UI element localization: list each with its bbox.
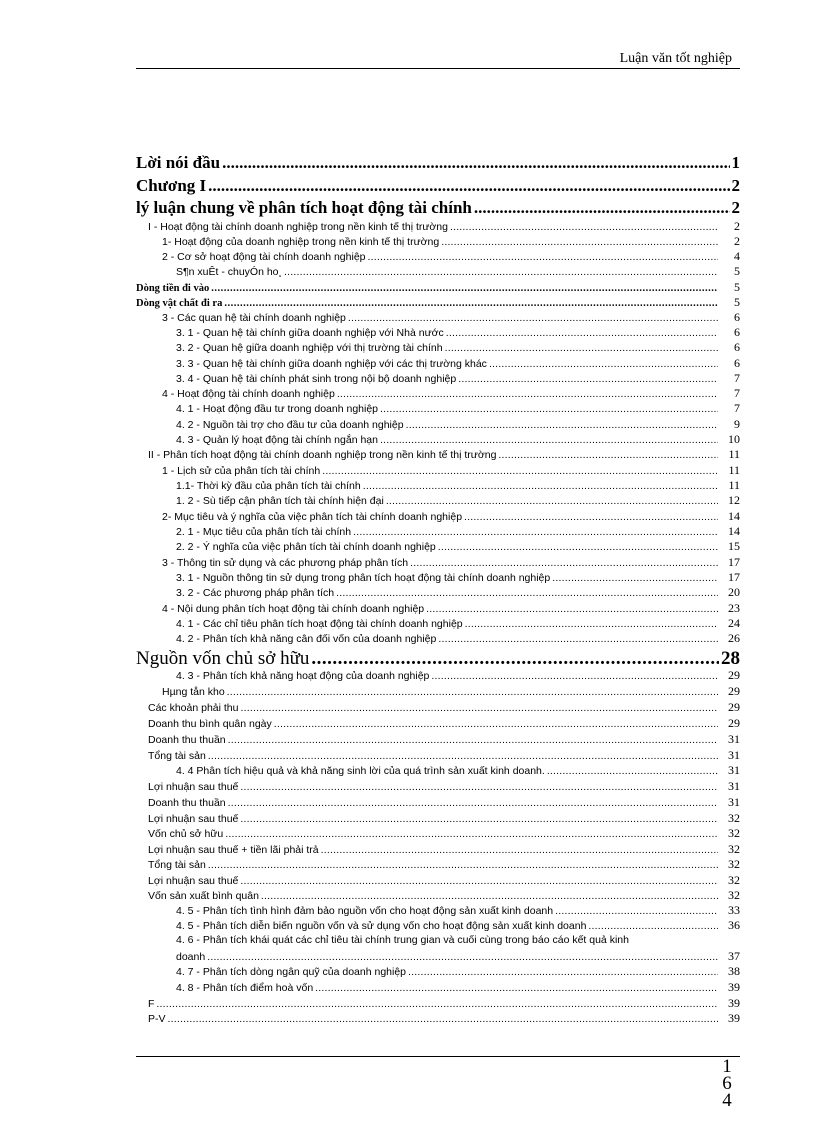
toc-entry[interactable]: 2. 1 - Mục tiêu của phân tích tài chính ..... 14 bbox=[136, 524, 740, 539]
toc-entry[interactable]: 3. 3 - Quan hệ tài chính giữa doanh nghiệp với các thị trường khác ..... 6 bbox=[136, 356, 740, 371]
toc-entry[interactable]: 4. 7 - Phân tích dòng ngân quỹ của doanh nghiệp ..... 38 bbox=[136, 964, 740, 979]
toc-entry[interactable]: Lợi nhuận sau thuế ..... 31 bbox=[136, 779, 740, 794]
toc-entry[interactable]: Dòng vật chất đi ra ..... 5 bbox=[136, 295, 740, 310]
toc-entry[interactable]: Doanh thu bình quân ngày ..... 29 bbox=[136, 716, 740, 731]
toc-entry[interactable]: 4. 5 - Phân tích diễn biến nguồn vốn và sử dụng vốn cho hoạt động sản xuất kinh doanh ..... 36 bbox=[136, 918, 740, 933]
table-of-contents bbox=[136, 0, 740, 1123]
toc-entry[interactable]: 3 - Các quan hệ tài chính doanh nghiệp ..... 6 bbox=[136, 310, 740, 325]
toc-entry[interactable]: 4. 4 Phân tích hiệu quả và khả năng sinh lời của quá trình sản xuất kinh doanh. ..... 31 bbox=[136, 763, 740, 778]
toc-entry[interactable]: Vốn sản xuất bình quân ..... 32 bbox=[136, 888, 740, 903]
toc-entry[interactable]: Hµng tån kho ..... 29 bbox=[136, 684, 740, 699]
toc-entry[interactable]: 4. 2 - Nguồn tài trợ cho đầu tư của doanh nghiệp ..... 9 bbox=[136, 417, 740, 432]
toc-entry[interactable]: Chương I ..... 2 bbox=[136, 176, 740, 196]
toc-entry[interactable]: Lợi nhuận sau thuế ..... 32 bbox=[136, 811, 740, 826]
toc-entry[interactable]: 3. 1 - Quan hệ tài chính giữa doanh nghiệp với Nhà nước ..... 6 bbox=[136, 325, 740, 340]
footer-rule bbox=[136, 1056, 740, 1057]
toc-entry[interactable]: I - Hoạt động tài chính doanh nghiệp trong nền kinh tế thị trường ..... 2 bbox=[136, 219, 740, 234]
toc-entry[interactable]: 4. 5 - Phân tích tình hình đảm bảo nguồn vốn cho hoạt động sản xuất kinh doanh ..... 33 bbox=[136, 903, 740, 918]
toc-entry[interactable]: Doanh thu thuần ..... 31 bbox=[136, 732, 740, 747]
toc-entry[interactable]: 3. 2 - Các phương pháp phân tích ..... 20 bbox=[136, 585, 740, 600]
toc-entry[interactable]: Lời nói đầu ..... 1 bbox=[136, 153, 740, 173]
toc-entry[interactable]: Nguồn vốn chủ sở hữu ..... 28 bbox=[136, 648, 740, 670]
toc-entry[interactable]: Tổng tài sản ..... 31 bbox=[136, 748, 740, 763]
toc-entry[interactable]: 2 - Cơ sở hoạt động tài chính doanh nghiệp ..... 4 bbox=[136, 249, 740, 264]
toc-entry[interactable]: Các khoản phải thu ..... 29 bbox=[136, 700, 740, 715]
toc-entry[interactable]: Doanh thu thuần ..... 31 bbox=[136, 795, 740, 810]
running-header: Luận văn tốt nghiệp bbox=[619, 51, 732, 66]
toc-entry[interactable]: 2- Mục tiêu và ý nghĩa của việc phân tích tài chính doanh nghiệp ..... 14 bbox=[136, 509, 740, 524]
toc-entry[interactable]: F ..... 39 bbox=[136, 996, 740, 1011]
toc-entry[interactable]: 4. 1 - Các chỉ tiêu phân tích hoạt động tài chính doanh nghiệp ..... 24 bbox=[136, 616, 740, 631]
toc-entry[interactable]: 3. 2 - Quan hệ giữa doanh nghiệp với thị trường tài chính ..... 6 bbox=[136, 340, 740, 355]
page-number-digit: 6 bbox=[722, 1073, 732, 1094]
toc-entry[interactable]: 4 - Nội dung phân tích hoạt động tài chính doanh nghiệp ..... 23 bbox=[136, 601, 740, 616]
toc-entry[interactable]: S¶n xuÊt - chuyÓn ho¸ ..... 5 bbox=[136, 264, 740, 279]
toc-entry[interactable]: 2. 2 - Ý nghĩa của việc phân tích tài chính doanh nghiệp ..... 15 bbox=[136, 539, 740, 554]
toc-entry[interactable]: 3. 1 - Nguồn thông tin sử dụng trong phân tích hoạt động tài chính doanh nghiệp ..... 17 bbox=[136, 570, 740, 585]
toc-entry[interactable]: Dòng tiền đi vào ..... 5 bbox=[136, 280, 740, 295]
toc-entry[interactable]: 4. 3 - Quản lý hoạt động tài chính ngắn hạn ..... 10 bbox=[136, 432, 740, 447]
toc-entry[interactable]: lý luận chung về phân tích hoạt động tài chính ..... 2 bbox=[136, 198, 740, 218]
toc-entry[interactable]: II - Phân tích hoạt động tài chính doanh nghiệp trong nền kinh tế thị trường ..... 11 bbox=[136, 447, 740, 462]
toc-entry[interactable]: Lợi nhuận sau thuế ..... 32 bbox=[136, 873, 740, 888]
toc-entry[interactable]: 1 - Lịch sử của phân tích tài chính ..... 11 bbox=[136, 463, 740, 478]
toc-entry[interactable]: 4. 3 - Phân tích khả năng hoạt động của doanh nghiệp ..... 29 bbox=[136, 668, 740, 683]
page-number bbox=[713, 1058, 741, 1109]
toc-entry[interactable]: 3 - Thông tin sử dụng và các phương pháp phân tích ..... 17 bbox=[136, 555, 740, 570]
toc-entry[interactable]: 4. 6 - Phân tích khái quát các chỉ tiêu tài chính trung gian và cuối cùng trong báo cáo kết quả kinh bbox=[176, 934, 629, 946]
toc-entry[interactable]: Vốn chủ sở hữu ..... 32 bbox=[136, 826, 740, 841]
toc-entry[interactable]: P-V ..... 39 bbox=[136, 1011, 740, 1026]
toc-entry[interactable]: doanh ..... 37 bbox=[136, 949, 740, 964]
toc-entry[interactable]: 4. 1 - Hoạt động đầu tư trong doanh nghiệp ..... 7 bbox=[136, 401, 740, 416]
toc-entry[interactable]: 4. 2 - Phân tích khả năng cân đối vốn của doanh nghiệp ..... 26 bbox=[136, 631, 740, 646]
toc-entry[interactable]: Tổng tài sản ..... 32 bbox=[136, 857, 740, 872]
toc-entry[interactable]: 1. 2 - Sù tiếp cận phân tích tài chính hiện đại ..... 12 bbox=[136, 493, 740, 508]
toc-entry[interactable]: Lợi nhuận sau thuế + tiền lãi phải trả ..... 32 bbox=[136, 842, 740, 857]
page-number-digit: 1 bbox=[722, 1056, 732, 1077]
toc-entry[interactable]: 4 - Hoạt động tài chính doanh nghiệp ..... 7 bbox=[136, 386, 740, 401]
toc-entry[interactable]: 1.1- Thời kỳ đầu của phân tích tài chính ..... 11 bbox=[136, 478, 740, 493]
toc-entry[interactable]: 1- Hoạt động của doanh nghiệp trong nền kinh tế thị trường ..... 2 bbox=[136, 234, 740, 249]
page-number-digit: 4 bbox=[722, 1090, 732, 1111]
toc-entry[interactable]: 3. 4 - Quan hệ tài chính phát sinh trong nội bộ doanh nghiệp ..... 7 bbox=[136, 371, 740, 386]
toc-entry[interactable]: 4. 8 - Phân tích điểm hoà vốn ..... 39 bbox=[136, 980, 740, 995]
